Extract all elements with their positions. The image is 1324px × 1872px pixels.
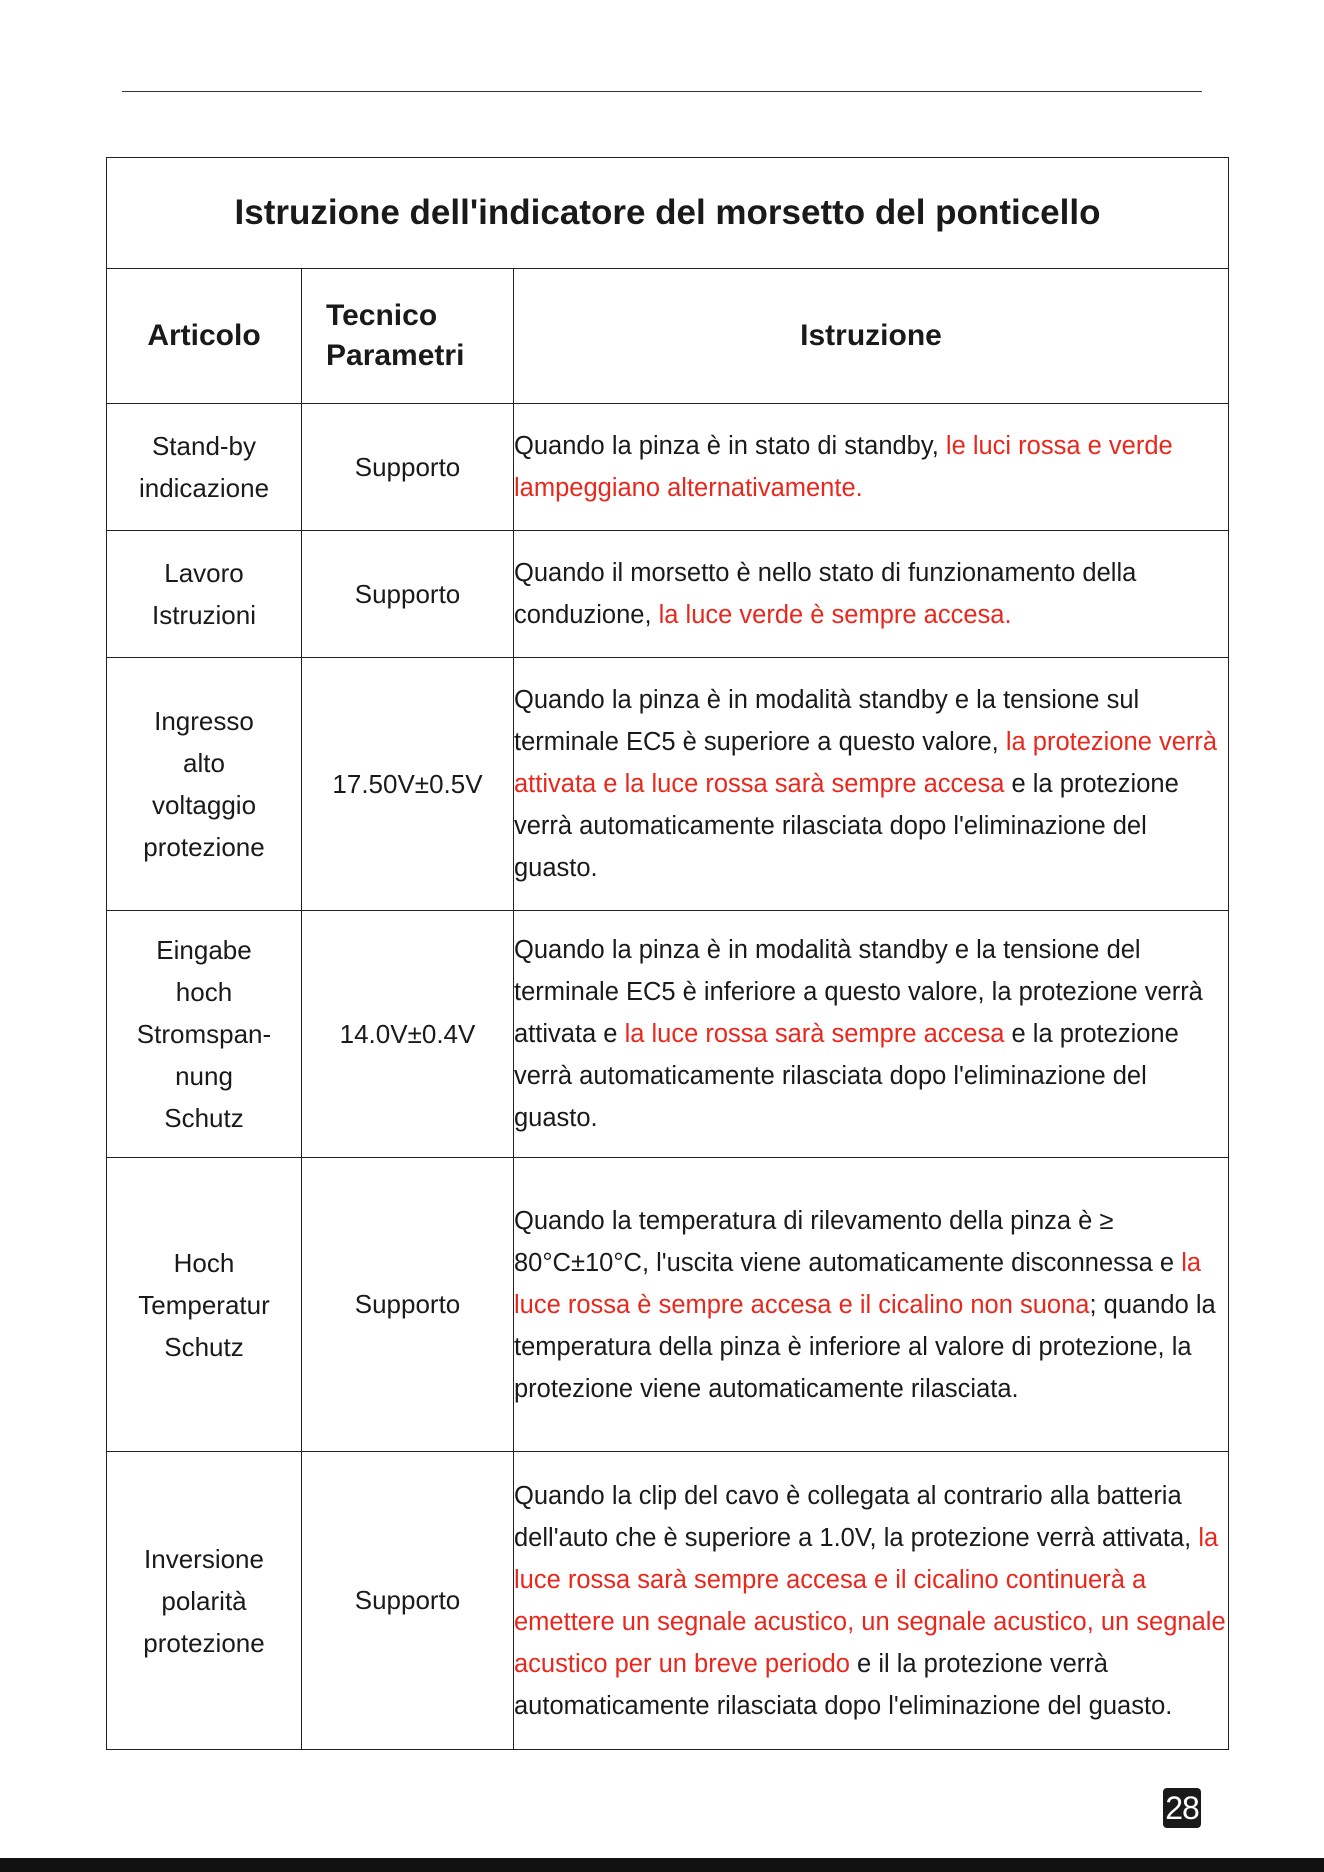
desc-text: Quando la clip del cavo è collegata al contrario alla batteria dell'auto che è superiore a 1.0V, la protezione verrà attivata,: [514, 1481, 1199, 1552]
item-line: protezione: [143, 1627, 265, 1658]
desc-text: Quando la pinza è in stato di standby,: [514, 432, 946, 460]
description-cell: [514, 658, 1229, 911]
description-cell: [514, 911, 1229, 1158]
desc-text: e la protezione verrà automaticamente rilasciata dopo l'eliminazione del guasto.: [514, 1020, 1179, 1132]
table-row: [107, 1158, 1229, 1452]
item-line: alto: [183, 748, 225, 778]
header-params-line1: Tecnico: [326, 299, 438, 332]
param-cell: Supporto: [302, 531, 514, 658]
table-row: [107, 911, 1229, 1158]
table-row: [107, 404, 1229, 531]
desc-highlight: la luce rossa è sempre accesa e il cicalino non suona: [514, 1248, 1202, 1319]
header-row: [107, 269, 1229, 404]
desc-highlight: la luce rossa sarà sempre accesa: [624, 1020, 1005, 1048]
header-params: [302, 269, 514, 404]
item-line: hoch: [175, 977, 233, 1007]
param-cell: 17.50V±0.5V: [302, 658, 514, 911]
item-line: polarità: [161, 1585, 247, 1616]
desc-highlight: la luce rossa sarà sempre accesa e il cicalino continuerà a emettere un segnale acustico, un segnale acustico, un segnale acustico per un breve periodo: [514, 1523, 1226, 1678]
desc-text: e la protezione verrà automaticamente rilasciata dopo l'eliminazione del guasto.: [514, 770, 1179, 882]
item-line: voltaggio: [151, 790, 257, 820]
desc-text: ; quando la temperatura della pinza è inferiore al valore di protezione, la protezione viene automaticamente rilasciata.: [514, 1290, 1216, 1403]
param-cell: Supporto: [302, 404, 514, 531]
item-cell: [107, 1158, 302, 1452]
indicator-instruction-table: [106, 157, 1229, 1750]
item-cell: [107, 404, 302, 531]
desc-text: Quando la temperatura di rilevamento della pinza è ≥ 80°C±10°C, l'uscita viene automaticamente disconnessa e: [514, 1206, 1182, 1277]
title-row: [107, 158, 1229, 269]
item-cell: [107, 531, 302, 658]
item-line: Lavoro: [164, 558, 244, 588]
item-line: indicazione: [138, 473, 270, 503]
table-row: [107, 1452, 1229, 1750]
item-line: nung: [175, 1061, 233, 1091]
desc-text: e il la protezione verrà automaticamente rilasciata dopo l'eliminazione del guasto.: [514, 1649, 1173, 1720]
desc-highlight: le luci rossa e verde lampeggiano alternativamente.: [514, 432, 1173, 502]
table-row: [107, 658, 1229, 911]
description-cell: [514, 1452, 1229, 1750]
item-line: Stand-by: [151, 431, 257, 461]
header-rule: [122, 91, 1202, 92]
item-line: protezione: [143, 832, 265, 862]
item-line: Stromspan-: [136, 1019, 272, 1049]
header-item: Articolo: [107, 269, 302, 404]
desc-highlight: la luce verde è sempre accesa.: [658, 601, 1012, 629]
item-line: Schutz: [164, 1331, 244, 1362]
bottom-edge-strip: [0, 1858, 1324, 1872]
header-instruction: Istruzione: [514, 269, 1229, 404]
item-line: Eingabe: [156, 935, 252, 965]
table-title: Istruzione dell'indicatore del morsetto del ponticello: [107, 158, 1229, 269]
item-line: Schutz: [164, 1103, 244, 1133]
param-cell: 14.0V±0.4V: [302, 911, 514, 1158]
item-line: Inversione: [144, 1543, 264, 1574]
desc-highlight: la protezione verrà attivata e la luce rossa sarà sempre accesa: [514, 728, 1218, 798]
description-cell: [514, 404, 1229, 531]
description-cell: [514, 531, 1229, 658]
header-params-line2: Parametri: [326, 339, 465, 372]
param-cell: Supporto: [302, 1158, 514, 1452]
desc-text: Quando la pinza è in modalità standby e la tensione del terminale EC5 è inferiore a questo valore, la protezione verrà attivata e: [514, 936, 1203, 1048]
item-line: Istruzioni: [151, 600, 257, 630]
description-cell: [514, 1158, 1229, 1452]
page-number: 28: [1163, 1788, 1201, 1828]
item-cell: [107, 658, 302, 911]
table-row: [107, 531, 1229, 658]
item-line: Temperatur: [138, 1289, 270, 1320]
item-cell: [107, 911, 302, 1158]
item-line: Hoch: [173, 1247, 235, 1278]
desc-text: Quando la pinza è in modalità standby e la tensione sul terminale EC5 è superiore a questo valore,: [514, 686, 1140, 756]
param-cell: Supporto: [302, 1452, 514, 1750]
item-line: Ingresso: [154, 706, 254, 736]
desc-text: Quando il morsetto è nello stato di funzionamento della conduzione,: [514, 559, 1137, 629]
item-cell: [107, 1452, 302, 1750]
